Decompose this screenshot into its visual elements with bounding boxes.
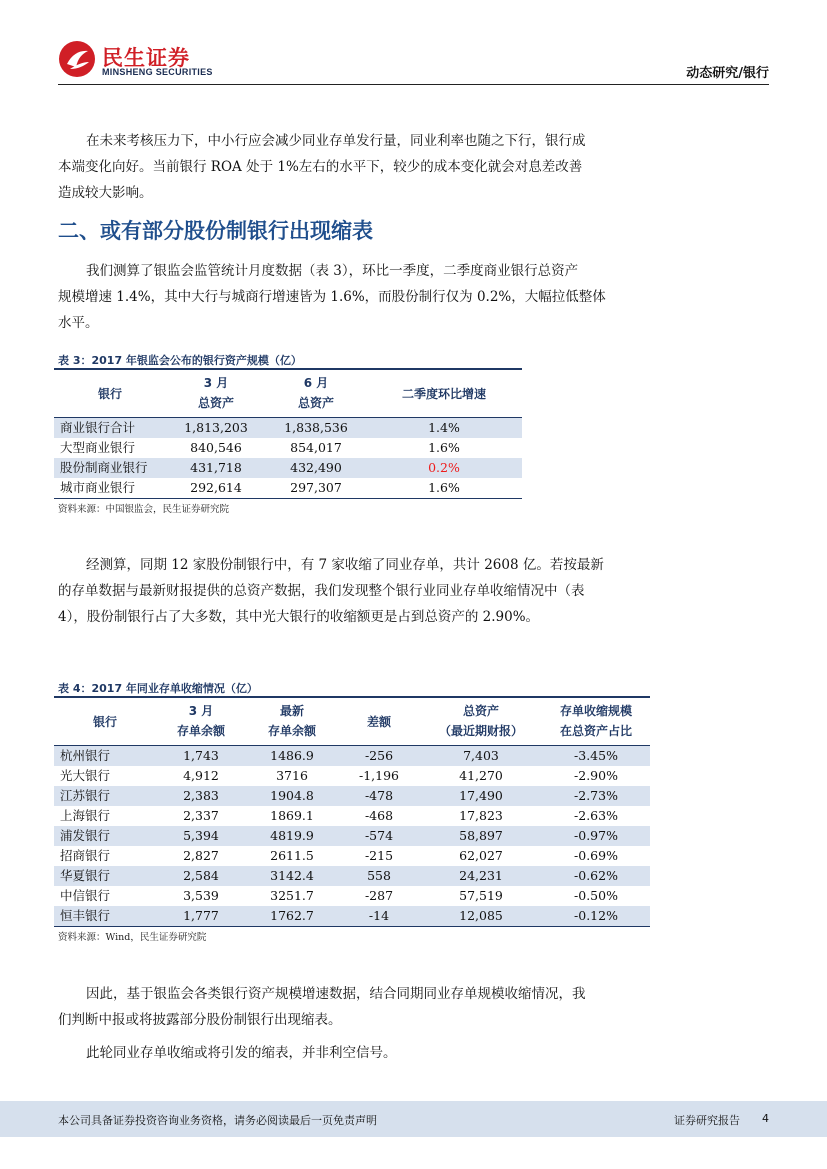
ratio: -0.97% bbox=[574, 828, 618, 843]
table3-source: 资料来源：中国银监会，民生证券研究院 bbox=[58, 504, 230, 515]
table3-bank-assets bbox=[54, 368, 522, 499]
table4-header-mar: 3 月 bbox=[188, 704, 214, 718]
bank-name: 杭州银行 bbox=[60, 748, 111, 763]
table3-header-mar-assets: 总资产 bbox=[197, 396, 234, 410]
table4-caption: 表 4：2017 年同业存单收缩情况（亿） bbox=[58, 682, 258, 695]
total-assets: 24,231 bbox=[459, 868, 503, 883]
table-row bbox=[54, 886, 650, 906]
mar-balance: 2,827 bbox=[183, 848, 219, 863]
mar-balance: 5,394 bbox=[183, 828, 219, 843]
mar-assets: 431,718 bbox=[190, 460, 242, 475]
table-row bbox=[54, 906, 650, 927]
text-line: 规模增速 1.4%，其中大行与城商行增速皆为 1.6%，而股份制行仅为 0.2%，大幅拉低整体 bbox=[58, 289, 606, 305]
total-assets: 41,270 bbox=[459, 768, 503, 783]
text-line: 水平。 bbox=[58, 315, 99, 331]
table3-header-bank: 银行 bbox=[97, 386, 122, 401]
diff: -14 bbox=[368, 908, 390, 923]
table4-header-assets-period: （最近期财报） bbox=[438, 724, 523, 738]
text-line: 们判断中报或将披露部分股份制银行出现缩表。 bbox=[58, 1012, 342, 1028]
latest-balance: 1486.9 bbox=[270, 748, 314, 763]
table3-header-jun: 6 月 bbox=[303, 376, 329, 390]
diff: 558 bbox=[367, 868, 391, 883]
diff: -574 bbox=[364, 828, 394, 843]
paragraph-cd-shrink bbox=[58, 552, 624, 630]
table-row bbox=[54, 458, 522, 478]
paragraph-funding-cost bbox=[58, 128, 624, 206]
table4-header-ratio-share: 在总资产占比 bbox=[559, 724, 632, 738]
table4-header-mar-balance: 存单余额 bbox=[176, 724, 225, 738]
bank-name: 中信银行 bbox=[60, 888, 111, 903]
table3-header-mar: 3 月 bbox=[203, 376, 229, 390]
mar-balance: 1,777 bbox=[183, 908, 219, 923]
growth-rate-highlight: 0.2% bbox=[428, 460, 460, 475]
total-assets: 58,897 bbox=[459, 828, 503, 843]
latest-balance: 1762.7 bbox=[270, 908, 314, 923]
table-row bbox=[54, 746, 650, 767]
ratio: -2.73% bbox=[574, 788, 618, 803]
diff: -478 bbox=[364, 788, 394, 803]
header-divider bbox=[58, 84, 769, 85]
page-number: 4 bbox=[762, 1112, 769, 1125]
mar-balance: 3,539 bbox=[183, 888, 219, 903]
paragraph-conclusion bbox=[58, 981, 624, 1033]
total-assets: 17,823 bbox=[459, 808, 503, 823]
total-assets: 17,490 bbox=[459, 788, 503, 803]
total-assets: 62,027 bbox=[459, 848, 503, 863]
ratio: -0.12% bbox=[574, 908, 618, 923]
ratio: -3.45% bbox=[574, 748, 618, 763]
total-assets: 12,085 bbox=[459, 908, 503, 923]
ratio: -2.90% bbox=[574, 768, 618, 783]
table4-header-diff: 差额 bbox=[366, 714, 391, 729]
diff: -256 bbox=[364, 748, 394, 763]
paragraph-asset-growth bbox=[58, 258, 624, 336]
bank-name: 浦发银行 bbox=[60, 828, 111, 843]
growth-rate: 1.6% bbox=[428, 480, 460, 495]
table3-caption: 表 3：2017 年银监会公布的银行资产规模（亿） bbox=[58, 354, 302, 367]
table-row bbox=[54, 766, 650, 786]
table3-header-growth: 二季度环比增速 bbox=[401, 386, 486, 401]
jun-assets: 432,490 bbox=[290, 460, 342, 475]
latest-balance: 3142.4 bbox=[270, 868, 314, 883]
bank-name: 招商银行 bbox=[60, 848, 111, 863]
table-row bbox=[54, 418, 522, 439]
report-section-label: 动态研究/银行 bbox=[686, 66, 769, 81]
paragraph-signal bbox=[58, 1040, 624, 1066]
company-logo bbox=[58, 40, 213, 80]
text-line: 4），股份制银行占了大多数，其中光大银行的收缩额更是占到总资产的 2.90%。 bbox=[58, 609, 540, 625]
page-footer bbox=[0, 1101, 827, 1137]
bank-name: 大型商业银行 bbox=[60, 440, 136, 455]
mar-assets: 1,813,203 bbox=[184, 420, 248, 435]
bank-name: 商业银行合计 bbox=[60, 420, 136, 435]
total-assets: 57,519 bbox=[459, 888, 503, 903]
total-assets: 7,403 bbox=[463, 748, 499, 763]
table4-cd-shrink bbox=[54, 696, 650, 927]
ratio: -2.63% bbox=[574, 808, 618, 823]
mar-balance: 2,383 bbox=[183, 788, 219, 803]
mar-balance: 2,337 bbox=[183, 808, 219, 823]
diff: -215 bbox=[364, 848, 394, 863]
mar-balance: 4,912 bbox=[183, 768, 219, 783]
brand-name-en: MINSHENG SECURITIES bbox=[102, 67, 213, 77]
table4-header-latest: 最新 bbox=[279, 704, 304, 718]
table4-source: 资料来源：Wind，民生证券研究院 bbox=[58, 932, 207, 943]
ratio: -0.69% bbox=[574, 848, 618, 863]
table-row bbox=[54, 866, 650, 886]
bank-name: 江苏银行 bbox=[60, 788, 111, 803]
text-line: 本端变化向好。当前银行 ROA 处于 1%左右的水平下，较少的成本变化就会对息差改善 bbox=[58, 159, 583, 175]
section-heading: 二、或有部分股份制银行出现缩表 bbox=[58, 219, 373, 243]
table4-header-bank: 银行 bbox=[92, 714, 117, 729]
ratio: -0.50% bbox=[574, 888, 618, 903]
footer-disclaimer: 本公司具备证券投资咨询业务资格，请务必阅读最后一页免责声明 bbox=[58, 1114, 377, 1127]
text-line: 此轮同业存单收缩或将引发的缩表，并非利空信号。 bbox=[86, 1045, 397, 1061]
jun-assets: 1,838,536 bbox=[284, 420, 348, 435]
latest-balance: 3716 bbox=[276, 768, 308, 783]
mar-balance: 2,584 bbox=[183, 868, 219, 883]
table-row bbox=[54, 846, 650, 866]
growth-rate: 1.6% bbox=[428, 440, 460, 455]
table-row bbox=[54, 478, 522, 499]
text-line: 因此，基于银监会各类银行资产规模增速数据，结合同期同业存单规模收缩情况，我 bbox=[86, 986, 586, 1002]
latest-balance: 1904.8 bbox=[270, 788, 314, 803]
table4-header-assets: 总资产 bbox=[462, 704, 499, 718]
bank-name: 股份制商业银行 bbox=[60, 460, 148, 475]
table4-header-ratio: 存单收缩规模 bbox=[559, 704, 632, 718]
latest-balance: 3251.7 bbox=[270, 888, 314, 903]
bank-name: 华夏银行 bbox=[60, 868, 111, 883]
brand-name-cn: 民生证券 bbox=[102, 46, 190, 70]
latest-balance: 1869.1 bbox=[270, 808, 314, 823]
mar-assets: 292,614 bbox=[190, 480, 242, 495]
bank-name: 上海银行 bbox=[60, 808, 111, 823]
text-line: 我们测算了银监会监管统计月度数据（表 3），环比一季度，二季度商业银行总资产 bbox=[86, 263, 579, 279]
table3-header-jun-assets: 总资产 bbox=[297, 396, 334, 410]
text-line: 经测算，同期 12 家股份制银行中，有 7 家收缩了同业存单，共计 2608 亿。若按最新 bbox=[86, 557, 604, 573]
table4-header-latest-balance: 存单余额 bbox=[267, 724, 316, 738]
table-row bbox=[54, 806, 650, 826]
ratio: -0.62% bbox=[574, 868, 618, 883]
bank-name: 恒丰银行 bbox=[60, 908, 111, 923]
jun-assets: 297,307 bbox=[290, 480, 342, 495]
latest-balance: 4819.9 bbox=[270, 828, 314, 843]
diff: -1,196 bbox=[358, 768, 399, 783]
diff: -468 bbox=[364, 808, 394, 823]
table-row bbox=[54, 826, 650, 846]
text-line: 造成较大影响。 bbox=[58, 185, 153, 201]
text-line: 的存单数据与最新财报提供的总资产数据，我们发现整个银行业同业存单收缩情况中（表 bbox=[58, 583, 585, 599]
table-row bbox=[54, 438, 522, 458]
minsheng-logo-icon bbox=[58, 40, 96, 78]
diff: -287 bbox=[364, 888, 394, 903]
bank-name: 光大银行 bbox=[60, 768, 111, 783]
bank-name: 城市商业银行 bbox=[60, 480, 136, 495]
mar-balance: 1,743 bbox=[183, 748, 219, 763]
mar-assets: 840,546 bbox=[190, 440, 242, 455]
growth-rate: 1.4% bbox=[428, 420, 460, 435]
table-row bbox=[54, 786, 650, 806]
footer-report-type: 证券研究报告 bbox=[674, 1114, 740, 1127]
text-line: 在未来考核压力下，中小行应会减少同业存单发行量，同业利率也随之下行，银行成 bbox=[86, 133, 586, 149]
latest-balance: 2611.5 bbox=[270, 848, 314, 863]
jun-assets: 854,017 bbox=[290, 440, 342, 455]
